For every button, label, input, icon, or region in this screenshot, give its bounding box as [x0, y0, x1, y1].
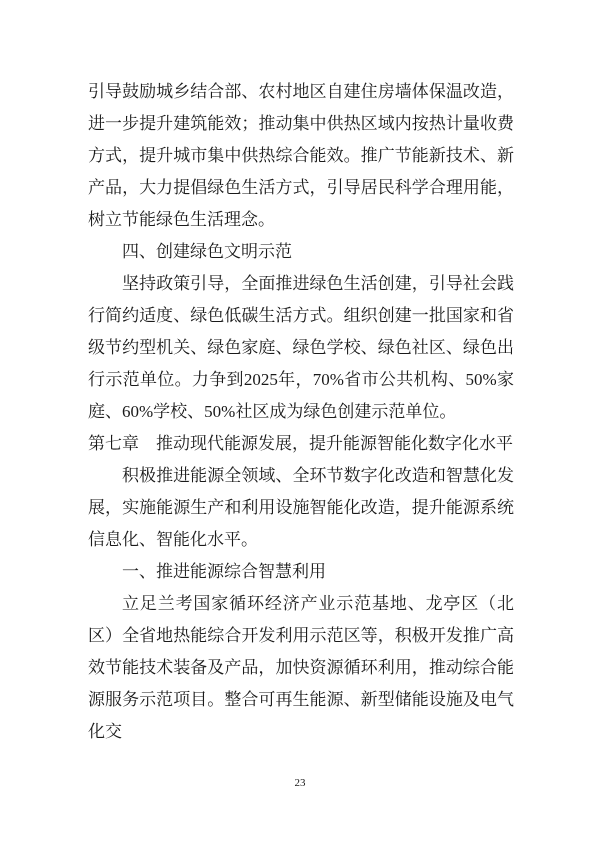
section-heading-smart-energy-use: 一、推进能源综合智慧利用: [122, 562, 326, 581]
paragraph-building-energy-continuation: 引导鼓励城乡结合部、农村地区自建住房墙体保温改造，进一步提升建筑能效；推动集中供热区域内按热计量收费方式，提升城市集中供热综合能效。推广节能新技术、新产品，大力提倡绿色生活方式，引导居民科学合理用能，树立节能绿色生活理念。: [88, 82, 514, 229]
section-heading-green-civilization: 四、创建绿色文明示范: [122, 242, 292, 261]
paragraph-smart-energy-demonstration: 立足兰考国家循环经济产业示范基地、龙亭区（北区）全省地热能综合开发利用示范区等，积极开发推广高效节能技术装备及产品，加快资源循环利用，推动综合能源服务示范项目。整合可再生能源、新型储能设施及电气化交: [88, 594, 514, 741]
document-text-block: [88, 0, 514, 748]
page-number: 23: [294, 777, 306, 789]
paragraph-green-living-creation: 坚持政策引导，全面推进绿色生活创建，引导社会践行简约适度、绿色低碳生活方式。组织创建一批国家和省级节约型机关、绿色家庭、绿色学校、绿色社区、绿色出行示范单位。力争到2025年，70%省市公共机构、50%家庭、60%学校、50%社区成为绿色创建示范单位。: [88, 274, 514, 421]
chapter-heading-modern-energy: 第七章 推动现代能源发展，提升能源智能化数字化水平: [88, 434, 513, 453]
page-footer: [0, 773, 600, 791]
paragraph-energy-digitalization-intro: 积极推进能源全领域、全环节数字化改造和智慧化发展，实施能源生产和利用设施智能化改造，提升能源系统信息化、智能化水平。: [88, 466, 514, 549]
